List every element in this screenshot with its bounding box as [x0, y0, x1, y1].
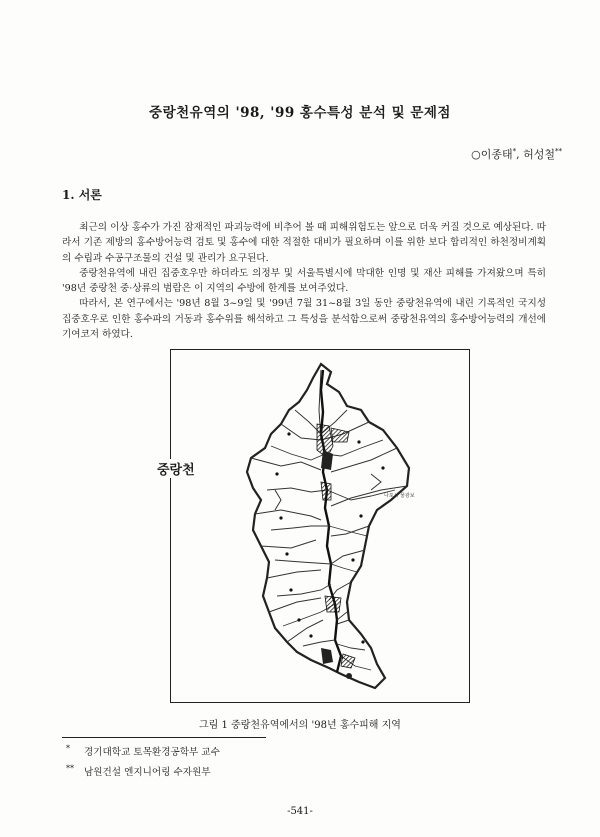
main-river [321, 370, 341, 672]
watershed-map [171, 350, 469, 702]
figure-caption: 그림 1 중랑천유역에서의 '98년 홍수피해 지역 [199, 720, 401, 731]
author-primary: ○이종태 [471, 148, 513, 161]
author-line [471, 146, 562, 162]
author-separator: , [516, 148, 524, 161]
footnote-2 [66, 764, 211, 778]
section-heading: 1. 서론 [62, 188, 102, 202]
footnote-1-mark: * [66, 744, 70, 753]
figure-frame [170, 349, 470, 703]
paper-title: 중랑천유역의 '98, '99 홍수특성 분석 및 문제점 [149, 105, 451, 121]
author-secondary-mark: ** [555, 147, 562, 156]
paragraph-3: 따라서, 본 연구에서는 '98년 8월 3~9일 및 '99년 7월 31~8월 3일 동안 중랑천유역에 내린 기록적인 국지성 집중호우로 인한 홍수파의 거동과 홍수위를 해석하고 그 특성을 분석함으로써 중랑천유역의 홍수방어능력의 개선에 기여코저 하였다. [62, 298, 546, 341]
map-river-label: 중랑천 [156, 459, 196, 478]
author-secondary: 허성철 [523, 148, 555, 161]
map-station-label: 나포시 물광보 [384, 493, 415, 499]
author-primary-mark: * [512, 147, 517, 156]
footnote-2-mark: ** [66, 764, 74, 773]
footnote-divider [62, 737, 266, 738]
page-number: -541- [287, 806, 313, 817]
introduction-body [62, 220, 546, 342]
paragraph-1: 최근의 이상 홍수가 가진 잠재적인 파괴능력에 비추어 볼 때 피해위험도는 앞으로 더욱 커질 것으로 예상된다. 따라서 기존 제방의 홍수방어능력 검토 및 홍수에 대한 적절한 대비가 필요하며 이를 위한 보다 합리적인 하천정비계획의 수립과 수공구조물의 건설 및 관리가 요구된다. [62, 222, 546, 264]
footnote-1-text: 경기대학교 토목환경공학부 교수 [84, 747, 220, 758]
paragraph-2: 중랑천유역에 내린 집중호우만 하더라도 의정부 및 서울특별시에 막대한 인명 및 재산 피해를 가져왔으며 특히 '98년 중랑천 중·상류의 범람은 이 지역의 수방에 한계를 보여주었다. [62, 267, 546, 295]
footnote-2-text: 남원건설 엔지니어링 수자원부 [84, 767, 211, 778]
footnote-1 [66, 744, 220, 758]
